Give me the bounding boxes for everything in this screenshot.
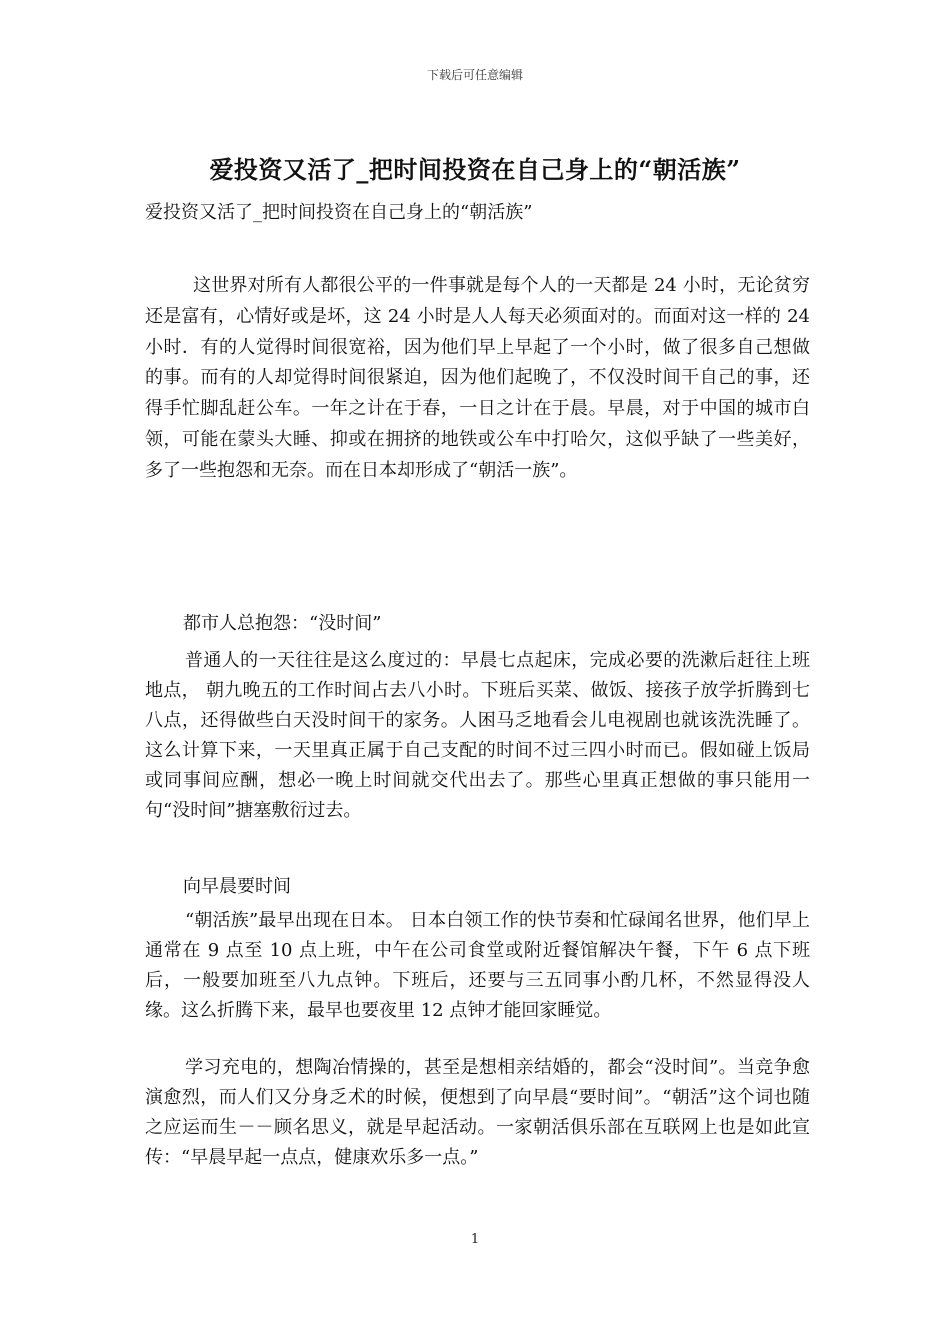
- document-subtitle: 爱投资又活了_把时间投资在自己身上的“朝活族”: [145, 202, 533, 223]
- document-title: 爱投资又活了_把时间投资在自己身上的“朝活族”: [209, 155, 741, 184]
- paragraph-study: 学习充电的，想陶冶情操的，甚至是想相亲结婚的，都会“没时间”。当竞争愈演愈烈，而人们又分身乏术的时候，便想到了向早晨“要时间”。“朝活”这个词也随之应运而生－－顾名思义，就是早起活动。一家朝活俱乐部在互联网上也是如此宣传：“早晨早起一点点，健康欢乐多一点。”: [145, 1057, 810, 1168]
- paragraph-japan: “朝活族”最早出现在日本。 日本白领工作的快节奏和忙碌闻名世界，他们早上通常在 9 点至 10 点上班，中午在公司食堂或附近餐馆解决午餐，下午 6 点下班后，一般要加班至八九点钟。下班后，还要与三五同事小酌几杯，不然显得没人缘。这么折腾下来，最早也要夜里 12 点钟才能回家睡觉。: [145, 910, 810, 1021]
- section-heading-no-time: 都市人总抱怨：“没时间”: [183, 613, 382, 634]
- paragraph-ordinary-day: 普通人的一天往往是这么度过的：早晨七点起床，完成必要的洗漱后赶往上班地点， 朝九晚五的工作时间占去八小时。下班后买菜、做饭、接孩子放学折腾到七八点，还得做些白天没时间干的家务。人困马乏地看会儿电视剧也就该洗洗睡了。这么计算下来，一天里真正属于自己支配的时间不过三四小时而已。假如碰上饭局或同事间应酬，想必一晚上时间就交代出去了。那些心里真正想做的事只能用一句“没时间”搪塞敷衍过去。: [145, 650, 810, 821]
- header-note: 下载后可任意编辑: [426, 68, 523, 82]
- section-heading-morning-time: 向早晨要时间: [183, 876, 291, 897]
- page-number: 1: [470, 1232, 480, 1247]
- paragraph-intro: 这世界对所有人都很公平的一件事就是每个人的一天都是 24 小时，无论贫穷还是富有，心情好或是坏，这 24 小时是人人每天必须面对的。而面对这一样的 24 小时．有的人觉得时间很宽裕，因为他们早上早起了一个小时，做了很多自己想做的事。而有的人却觉得时间很紧迫，因为他们起晚了，不仅没时间干自己的事，还得手忙脚乱赶公车。一年之计在于春，一日之计在于晨。早晨，对于中国的城市白领，可能在蒙头大睡、抑或在拥挤的地铁或公车中打哈欠，这似乎缺了一些美好，多了一些抱怨和无奈。而在日本却形成了“朝活一族”。: [145, 275, 810, 481]
